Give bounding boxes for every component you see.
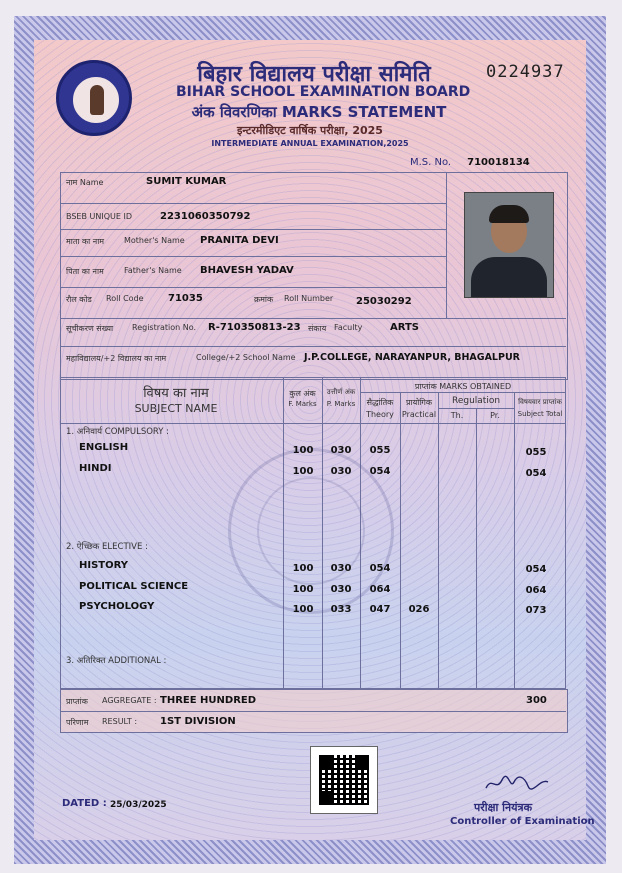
subject-total: 055 bbox=[525, 447, 547, 458]
theory-marks: 054 bbox=[369, 563, 391, 574]
theory-marks: 064 bbox=[369, 584, 391, 595]
subject-header-hindi: विषय का नाम bbox=[143, 386, 209, 401]
student-photo bbox=[464, 192, 554, 298]
exam-hindi: इन्टरमीडिएट वार्षिक परीक्षा, 2025 bbox=[237, 124, 383, 137]
subject-name: HISTORY bbox=[79, 560, 129, 571]
college-name: J.P.COLLEGE, NARAYANPUR, BHAGALPUR bbox=[304, 352, 520, 363]
pass-marks: 030 bbox=[330, 445, 352, 456]
roll-code-label-hindi: रौल कोड bbox=[66, 295, 92, 304]
exam-english: INTERMEDIATE ANNUAL EXAMINATION,2025 bbox=[211, 139, 409, 148]
signature-icon bbox=[484, 772, 550, 794]
full-marks: 100 bbox=[292, 563, 314, 574]
registration-label-english: Registration No. bbox=[132, 323, 197, 332]
theory-marks: 054 bbox=[369, 466, 391, 477]
full-marks: 100 bbox=[292, 584, 314, 595]
controller-english: Controller of Examination bbox=[450, 816, 595, 827]
theory-marks: 047 bbox=[369, 604, 391, 615]
dated-label: DATED : bbox=[62, 798, 107, 809]
compulsory-section-label: 1. अनिवार्य COMPULSORY : bbox=[66, 427, 170, 437]
roll-number: 25030292 bbox=[356, 296, 412, 307]
college-label-english: College/+2 School Name bbox=[196, 353, 296, 362]
mother-label-english: Mother's Name bbox=[124, 236, 185, 245]
roll-code: 71035 bbox=[168, 293, 203, 304]
statement-title: अंक विवरणिका MARKS STATEMENT bbox=[191, 103, 447, 121]
title-hindi: बिहार विद्यालय परीक्षा समिति bbox=[197, 62, 431, 87]
subject-total-header-hindi: विषयवार प्राप्तांक bbox=[518, 398, 562, 406]
regulation-practical-header: Pr. bbox=[490, 411, 500, 420]
name-label: नाम Name bbox=[66, 178, 104, 187]
pass-marks: 033 bbox=[330, 604, 352, 615]
ms-value: 710018134 bbox=[467, 157, 530, 168]
registration-number: R-710350813-23 bbox=[208, 322, 301, 333]
issue-date: 25/03/2025 bbox=[110, 800, 167, 810]
subject-total: 064 bbox=[525, 585, 547, 596]
theory-marks: 055 bbox=[369, 445, 391, 456]
full-marks: 100 bbox=[292, 445, 314, 456]
controller-hindi: परीक्षा नियंत्रक bbox=[474, 801, 533, 814]
subject-name: HINDI bbox=[79, 463, 112, 474]
subject-total: 054 bbox=[525, 468, 547, 479]
subject-total-header-english: Subject Total bbox=[517, 410, 563, 418]
father-name: BHAVESH YADAV bbox=[200, 265, 294, 276]
full-marks-header-english: F. Marks bbox=[288, 400, 317, 408]
regulation-header: Regulation bbox=[451, 396, 501, 406]
ms-label: M.S. No. bbox=[410, 157, 452, 168]
pass-marks-header-english: P. Marks bbox=[326, 400, 356, 408]
roll-no-label-hindi: क्रमांक bbox=[254, 295, 274, 304]
theory-header-hindi: सैद्धांतिक bbox=[366, 398, 394, 407]
subject-total: 073 bbox=[525, 605, 547, 616]
pass-marks: 030 bbox=[330, 466, 352, 477]
college-label-hindi: महाविद्यालय/+2 विद्यालय का नाम bbox=[66, 354, 167, 363]
subject-name: POLITICAL SCIENCE bbox=[79, 581, 189, 592]
aggregate-words: THREE HUNDRED bbox=[160, 695, 257, 706]
practical-header-english: Practical bbox=[401, 410, 437, 419]
uid-value: 2231060350792 bbox=[160, 211, 251, 222]
marks-obtained-header: प्राप्तांक MARKS OBTAINED bbox=[414, 382, 512, 391]
roll-code-label-english: Roll Code bbox=[106, 294, 144, 303]
student-name: SUMIT KUMAR bbox=[146, 176, 227, 187]
practical-header-hindi: प्रायोगिक bbox=[405, 398, 433, 407]
pass-marks: 030 bbox=[330, 584, 352, 595]
serial-number: 0224937 bbox=[486, 62, 565, 82]
result-division: 1ST DIVISION bbox=[160, 716, 236, 727]
subject-header-english: SUBJECT NAME bbox=[134, 402, 218, 415]
full-marks-header-hindi: कुल अंक bbox=[289, 389, 316, 398]
qr-code-icon bbox=[310, 746, 378, 814]
regulation-theory-header: Th. bbox=[450, 411, 464, 420]
aggregate-label-hindi: प्राप्तांक bbox=[66, 697, 88, 706]
subject-total: 054 bbox=[525, 564, 547, 575]
aggregate-label-english: AGGREGATE : bbox=[102, 696, 157, 705]
full-marks: 100 bbox=[292, 604, 314, 615]
ms-number bbox=[410, 157, 530, 168]
faculty: ARTS bbox=[390, 322, 420, 333]
mother-name: PRANITA DEVI bbox=[200, 235, 279, 246]
result-label-hindi: परिणाम bbox=[66, 718, 89, 727]
full-marks: 100 bbox=[292, 466, 314, 477]
faculty-label-english: Faculty bbox=[334, 323, 363, 332]
elective-section-label: 2. ऐच्छिक ELECTIVE : bbox=[66, 542, 148, 552]
practical-marks: 026 bbox=[408, 604, 430, 615]
faculty-label-hindi: संकाय bbox=[308, 324, 327, 333]
theory-header-english: Theory bbox=[366, 410, 394, 419]
subject-name: PSYCHOLOGY bbox=[79, 601, 155, 612]
title-english: BIHAR SCHOOL EXAMINATION BOARD bbox=[176, 84, 471, 100]
father-label-hindi: पिता का नाम bbox=[66, 267, 104, 276]
result-label-english: RESULT : bbox=[102, 717, 138, 726]
aggregate-total: 300 bbox=[526, 695, 547, 706]
additional-section-label: 3. अतिरिक्त ADDITIONAL : bbox=[66, 656, 167, 666]
mother-label-hindi: माता का नाम bbox=[66, 237, 105, 246]
subject-name: ENGLISH bbox=[79, 442, 129, 453]
pass-marks-header-hindi: उत्तीर्ण अंक bbox=[326, 388, 356, 396]
roll-no-label-english: Roll Number bbox=[284, 294, 334, 303]
uid-label: BSEB UNIQUE ID bbox=[66, 212, 132, 221]
father-label-english: Father's Name bbox=[124, 266, 182, 275]
board-emblem-icon bbox=[56, 60, 132, 136]
pass-marks: 030 bbox=[330, 563, 352, 574]
registration-label-hindi: सूचीकरण संख्या bbox=[66, 324, 114, 333]
